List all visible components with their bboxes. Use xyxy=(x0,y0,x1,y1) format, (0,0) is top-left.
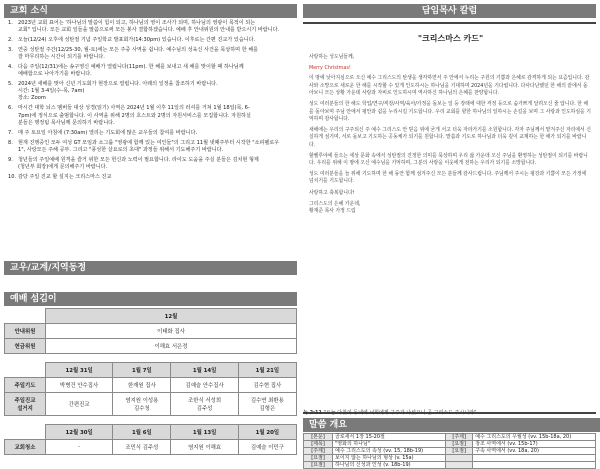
news-item-text: 분들은 행정팀 목사님께 문의하기 바랍니다. xyxy=(18,119,115,126)
offering-value: 이해효 서은정 xyxy=(46,339,297,354)
community-news-header: 교우/교계/지역동정 xyxy=(4,261,297,275)
news-item-text: 잘 마무리하는 시간이 되기를 바랍니다. xyxy=(18,54,105,61)
news-header: 교회 소식 xyxy=(4,4,297,18)
prayer-label: 주일기도 xyxy=(5,378,46,393)
column-title: "크리스마스 카드" xyxy=(417,34,484,43)
meal-cell xyxy=(113,393,171,416)
meal-name: 염지원 이성용 xyxy=(125,398,159,404)
key-verse xyxy=(303,409,596,416)
news-item-text: (청년부 회장)에게 문의해주기 바랍니다. xyxy=(18,163,108,170)
sermon-outline-header: 말씀 개요 xyxy=(303,418,600,432)
meal-label xyxy=(5,393,46,416)
meal-name: 김수청 xyxy=(134,406,150,412)
offering-label: 헌금위원 xyxy=(5,339,46,354)
news-item-number: 4. xyxy=(8,64,13,71)
cleaning-cell: 김예슬 이민구 xyxy=(238,440,296,455)
news-item-number: 6. xyxy=(8,105,13,112)
meal-cell xyxy=(238,393,296,416)
news-item-text: 예배함으로 나아가기를 바랍니다. xyxy=(18,71,92,78)
news-item-text: 매 주 토요일 아침에 (7:30am) 열리는 기도회에 많은 교우들의 참여를 바랍니다. xyxy=(18,129,198,136)
news-item-text: 시간: 1월 3-4일(수-목, 7am) xyxy=(18,88,85,95)
news-item-line xyxy=(8,164,293,171)
column-paragraph: 할렐루야에 들으는 세상 문화 속에서 성탄절의 진정한 의미를 묵상하며 우리 삶 가운데 오신 주님을 환영하는 성탄절이 되기를 바랍니다. 우리를 위해 이 땅에 오신 예수님을 기억하며, 그분의 사랑을 이웃에게 전하는 우리가 되기를 소망합니다. xyxy=(309,152,588,167)
prayer-cell: 김수현 집사 xyxy=(238,378,296,393)
meal-name: 김주성 xyxy=(196,406,213,412)
news-item-number: 5. xyxy=(8,81,13,88)
meal-cell xyxy=(171,393,238,416)
news-item-text: 청년들의 주일예배 원격을 즐거 위한 모든 헌신과 노력이 필요합니다. 라이도 도움을 주실 분들은 김치현 형제 xyxy=(18,156,259,163)
date-cell: 12월 30일 xyxy=(46,425,113,440)
sermon-value: 예수 그리스도의 우월성 (vv. 15b-18a, 20) xyxy=(473,434,596,441)
news-item-text: 감당 주일 진교 할 설지는 크리스마스 진교 xyxy=(18,173,112,180)
right-column xyxy=(303,4,596,414)
news-item-text: 교회" 입니다. 모든 교회 일들을 말씀으로써 모든 봉사 결합하겠습니다. 예배 후 안내위원의 안내를 받으시기 바랍니다. xyxy=(18,27,280,34)
date-cell: 1월 20일 xyxy=(238,425,296,440)
news-item-number: 2. xyxy=(8,37,13,44)
news-item-number xyxy=(8,88,18,95)
cleaning-cell: - xyxy=(46,440,113,455)
news-item-text: 현재 진행중인 모두 여성 GT 모임과 소그룹 "영광에 함께 있는 여인들"의 그리고 11월 넷째주부터 시작한 "소피펠로우 xyxy=(18,139,280,146)
sermon-label xyxy=(446,455,473,462)
worship-servants-header: 예배 섬김이 xyxy=(4,292,297,306)
sermon-value: 골로새서 1장 15-20절 xyxy=(333,434,446,441)
meal-name: 김형은 xyxy=(259,406,276,412)
cleaning-cell: 염지원 이해효 xyxy=(171,440,238,455)
sermon-label: [본문] xyxy=(304,434,333,441)
sermon-label: [주제] xyxy=(446,434,473,441)
news-item-line xyxy=(8,88,293,95)
news-item-number xyxy=(8,54,18,61)
cleaning-label: 교회청소 xyxy=(5,440,46,455)
left-column xyxy=(4,4,297,184)
news-item-text: 오늘(12/24) 오후에 성탄절 기념 주일학교 발표회가(14:30pm) 있습니다. 이후로는 간편 진교가 있습니다. xyxy=(18,37,256,44)
news-item-line xyxy=(8,27,293,34)
column-closing: 그리스도의 은혜 가운데, xyxy=(309,200,361,207)
sermon-label: [요점] xyxy=(304,455,333,462)
cleaning-cell: 조민식 김주성 xyxy=(113,440,171,455)
sermon-row xyxy=(304,448,596,455)
date-cell: 12월 31일 xyxy=(46,363,113,378)
verse-reference: 눅 2:11 xyxy=(303,410,323,416)
meal-name: 조한식 서성희 xyxy=(188,398,222,404)
sermon-value: 창조 사역에서 (vv. 15b-17) xyxy=(473,441,596,448)
prayer-cell: 김예슬 안수집사 xyxy=(171,378,238,393)
news-item-line xyxy=(8,105,293,112)
news-item-line xyxy=(8,20,293,27)
sermon-row xyxy=(304,434,596,441)
pastor-column xyxy=(303,22,596,414)
news-item-number xyxy=(8,71,18,78)
news-item-number xyxy=(8,27,18,34)
news-item-number: 8. xyxy=(8,139,13,146)
sermon-row xyxy=(304,455,596,462)
date-cell: 1월 6일 xyxy=(113,425,171,440)
sermon-value: 하나님의 신성과 인성 (v. 18b-19) xyxy=(333,462,446,469)
sermon-value xyxy=(473,455,596,462)
meal-label-text: 주일진교 설거지 xyxy=(14,398,36,412)
news-item-line xyxy=(8,120,293,127)
news-item-text: 연중 성탄절 주간(12/25-30, 월-토)에는 모든 주중 사역을 쉽니다. 예수님의 성육신 사건을 묵상하며 한 해를 xyxy=(18,47,259,54)
sermon-value: "영화의 하나님" xyxy=(333,441,446,448)
column-body xyxy=(309,54,592,216)
news-item-line xyxy=(8,174,293,181)
news-item-line xyxy=(8,37,293,44)
meal-name: 간편진교 xyxy=(68,402,90,408)
news-item-number: 7. xyxy=(8,129,13,136)
month-header: 12월 xyxy=(46,309,297,324)
meal-name: 김수연 최환용 xyxy=(250,398,284,404)
news-item-text: 2024년 새해를 맞아 신년 기도회가 현장으로 열립니다. 아래의 일정을 참조하기 바랍니다. xyxy=(18,81,218,88)
news-item-text: 마시간 대학 뇌스 멤버들 대상 성경(읽기) 사역은 2024년 1월 이후 11일의 러셔를 거쳐 1월 18일(목, 6- xyxy=(18,105,250,112)
sermon-value: 구속 사역에서 (vv. 18a, 20) xyxy=(473,448,596,455)
usher-label: 안내위원 xyxy=(5,324,46,339)
sermon-outline-table xyxy=(303,433,596,469)
column-merry-christmas: Merry Christmas! xyxy=(309,64,351,71)
sermon-label: [제목] xyxy=(304,441,333,448)
empty-cell xyxy=(5,363,46,378)
date-cell: 1월 21일 xyxy=(238,363,296,378)
news-item-number: 10. xyxy=(8,173,17,180)
news-item-text: 장소: Zoom xyxy=(18,95,46,102)
news-list xyxy=(4,18,297,184)
news-item-number xyxy=(8,147,18,154)
news-item-text: 7pm)에 정식으로 출범합니다. 이 사역을 위해 2명의 호스트와 2명의 자원서비스를 모집합니다. 자원하실 xyxy=(18,112,251,119)
news-item-text: 1", 사랑모든 주해 공부. 그리고 "풍성한 살요로의 초대" 과정들 위해서 기도해주기 바랍니다. xyxy=(18,146,224,153)
worship-servants-table xyxy=(4,308,297,455)
sermon-label: [요점] xyxy=(446,441,473,448)
news-item-number: 1. xyxy=(8,20,13,26)
news-item-line xyxy=(8,54,293,61)
news-item-number xyxy=(8,120,18,127)
column-signature: 황재준 목사 가정 드림 xyxy=(309,208,356,215)
date-cell: 1월 14일 xyxy=(171,363,238,378)
prayer-cell: 한재원 집사 xyxy=(113,378,171,393)
news-item-line xyxy=(8,140,293,147)
sermon-value: 보이지 않는 하나님의 형상 (v. 15a) xyxy=(333,455,446,462)
news-item-line xyxy=(8,147,293,154)
sermon-label: [요점] xyxy=(446,448,473,455)
news-item-text: 2023년 교회 표어는 '하나님의 말씀이 힘이 되고, 하나님의 영이 조사가 되며, 하나님의 영광이 목적이 되는 xyxy=(18,20,256,26)
news-item-line xyxy=(8,130,293,137)
column-paragraph: 이 땅에 낮아지심으로 오신 예수 그리스도의 탄생을 생각하면서 주 안에서 누리는 구원의 기쁨과 은혜로 감격하게 되는 요즘입니다. 감사와 소망으로 새로운 한 해를 시작할 수 있게 인도하시는 하나님을 기대하며 2024년을 기다립니다. 다사다난했던 한 해의 끝에서 돌아보니 모든 상황 가운데 사랑과 자비로 인도하시며 역사하신 하나님의 은혜를 찬양합니다. xyxy=(309,75,590,97)
news-item-number xyxy=(8,113,18,120)
news-item-line xyxy=(8,95,293,102)
column-paragraph: 새해에는 우리의 구주되신 주 예수 그리스도 안 믿음 위에 굳게 서고 더욱 자라가기를 소원합니다. 각자 주님께서 맡겨주신 자리에서 신실하게 섬기며, 서로 돌보고 기도하는 공동체가 되기를 원합니다. 말씀과 기도로 하나님과 더욱 깊이 교제하는 한 해가 되기를 바랍니다. xyxy=(309,126,591,148)
column-paragraph: 성도 여러분들의 한 해도 학업/연구/직장/사역/육아/가정을 돌보는 일 등 장래에 대한 걱정 등으로 숨가쁘게 달려오신 줄 압니다. 한 해를 돌아보며 주님 안에서 평안과 쉼을 누리시길 기도합니다. 우리 교회를 향한 하나님의 일하시는 손길을 보며 그 사랑과 인도하심을 기억하며 감사합니다. xyxy=(309,100,591,123)
column-header: 담임목사 칼럼 xyxy=(303,4,596,18)
news-item-number xyxy=(8,95,18,102)
date-cell: 1월 13일 xyxy=(171,425,238,440)
sermon-value: 예수 그리스도의 속성 (vv. 15, 18b-19) xyxy=(333,448,446,455)
column-paragraph: 성도 여러분들을 늘 위해 기도하며 한 해 동안 함께 섬겨주신 모든 분들께 감사드립니다. 주님께서 주시는 평강과 기쁨이 모든 가정에 넘치기를 기도합니다. xyxy=(309,170,587,185)
usher-value: 이태화 집사 xyxy=(46,324,297,339)
news-item-line xyxy=(8,71,293,78)
meal-cell xyxy=(46,393,113,416)
news-item-line xyxy=(8,113,293,120)
sermon-label: [요점] xyxy=(304,462,333,469)
news-item-line xyxy=(8,157,293,164)
verse-text: "오늘 다윗의 동네에 너희에게 구주가 나셨으니 곧 그리스도 주시니라" xyxy=(323,410,477,416)
prayer-cell: 박병건 안수집사 xyxy=(46,378,113,393)
news-item-number: 9. xyxy=(8,156,13,163)
sermon-row xyxy=(304,441,596,448)
empty-cell xyxy=(5,309,46,324)
news-item-number: 3. xyxy=(8,47,13,54)
sermon-label: [주제] xyxy=(304,448,333,455)
news-item-text: 다음 주일(12/31)에는 송구영신 예배가 열립니다(11pm). 한 해를 보내고 새 해를 맞이할 때 하나님께 xyxy=(18,64,244,71)
column-greeting: 사랑하는 성도님들께, xyxy=(309,54,355,60)
news-item-number xyxy=(8,164,18,171)
date-cell: 1월 7일 xyxy=(113,363,171,378)
column-closing: 사랑하고 축복합니다! xyxy=(309,189,355,196)
empty-cell xyxy=(5,425,46,440)
